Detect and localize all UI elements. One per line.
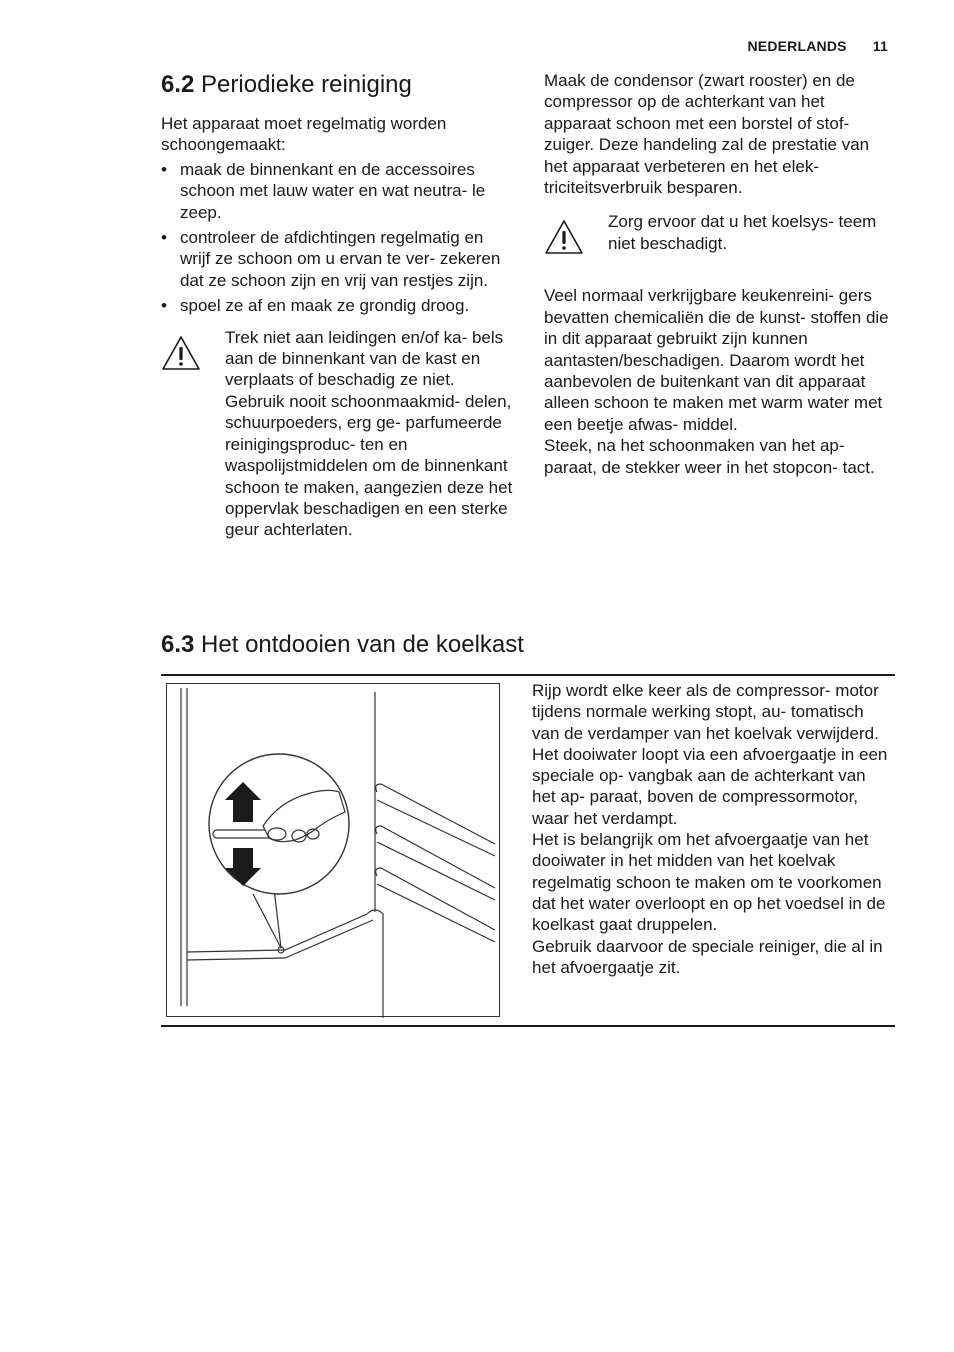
- warning-text: Trek niet aan leidingen en/of ka- bels aan de binnenkant van de kast en verplaats of beschadig ze niet.: [225, 327, 504, 390]
- warning-triangle-icon: [161, 327, 201, 541]
- list-item: • maak de binnenkant en de accessoires schoon met lauw water en wat neutra- le zeep.: [161, 159, 516, 223]
- intro-paragraph: Het apparaat moet regelmatig worden schoongemaakt:: [161, 114, 447, 155]
- section-6-3-heading: [161, 630, 895, 660]
- running-header: [747, 38, 888, 54]
- list-item: • controleer de afdichtingen regelmatig en wrijf ze schoon om u ervan te ver- zekeren dat ze schoon zijn en vrij van restjes zijn.: [161, 227, 516, 291]
- section-title: Het ontdooien van de koelkast: [201, 631, 524, 658]
- section-number: 6.3: [161, 631, 195, 658]
- section-title: Periodieke reiniging: [201, 71, 412, 98]
- defrost-paragraph: Gebruik daarvoor de speciale reiniger, die al in het afvoergaatje zit.: [532, 936, 883, 977]
- defrost-info-box: [161, 674, 895, 1027]
- header-language: NEDERLANDS: [747, 38, 847, 54]
- cleaners-paragraph: Veel normaal verkrijgbare keukenreini- gers bevatten chemicaliën die de kunst- stoffen die in dit apparaat gebruikt zijn kunnen aantasten/beschadigen. Daarom wordt het aanbevolen de buitenkant van dit apparaat alleen schoon te maken met warm water met een beetje afwas- middel.: [544, 286, 889, 434]
- fridge-drain-hole-drawing: [167, 684, 501, 1018]
- condenser-paragraph: Maak de condensor (zwart rooster) en de compressor op de achterkant van het apparaat schoon met een borstel of stof- zuiger. Deze handeling zal de prestatie van het apparaat verbeteren en het elek- triciteitsverbruik besparen.: [544, 71, 870, 198]
- warning-triangle-icon: [544, 211, 584, 255]
- left-column: [161, 70, 516, 541]
- section-6-3: [161, 630, 895, 660]
- defrost-text: [532, 680, 888, 978]
- defrost-paragraph: Rijp wordt elke keer als de compressor- motor tijdens normale werking stopt, au- tomatisch van de verdamper van het koelvak verwijderd. Het dooiwater loopt via een afvoergaatje in een speciale op- vangbak aan de achterkant van het ap- paraat, boven de compressormotor, waar het verdampt.: [532, 681, 888, 828]
- warning-block: [544, 211, 896, 255]
- defrost-paragraph: Het is belangrijk om het afvoergaatje van het dooiwater in het midden van het koelvak regelmatig schoon te maken om te voorkomen dat het water overloopt en op het voedsel in de koelkast gaat druppelen.: [532, 830, 886, 935]
- cleaning-steps-list: [161, 159, 516, 317]
- right-column: [544, 70, 896, 478]
- plug-paragraph: Steek, na het schoonmaken van het ap- paraat, de stekker weer in het stopcon- tact.: [544, 436, 875, 477]
- section-number: 6.2: [161, 71, 195, 98]
- defrost-illustration: [166, 683, 500, 1017]
- page-number: 11: [872, 38, 888, 54]
- warning-text: Zorg ervoor dat u het koelsys- teem niet beschadigt.: [608, 212, 877, 253]
- warning-block: [161, 327, 516, 541]
- list-item: • spoel ze af en maak ze grondig droog.: [161, 295, 516, 316]
- section-6-2-heading: [161, 70, 516, 100]
- warning-text: Gebruik nooit schoonmaakmid- delen, schuurpoeders, erg ge- parfumeerde reinigingsproduc- ten en waspolijstmiddelen om de binnenkant schoon te maken, aangezien deze het oppervlak beschadigen en een sterke geur achterlaten.: [225, 391, 513, 540]
